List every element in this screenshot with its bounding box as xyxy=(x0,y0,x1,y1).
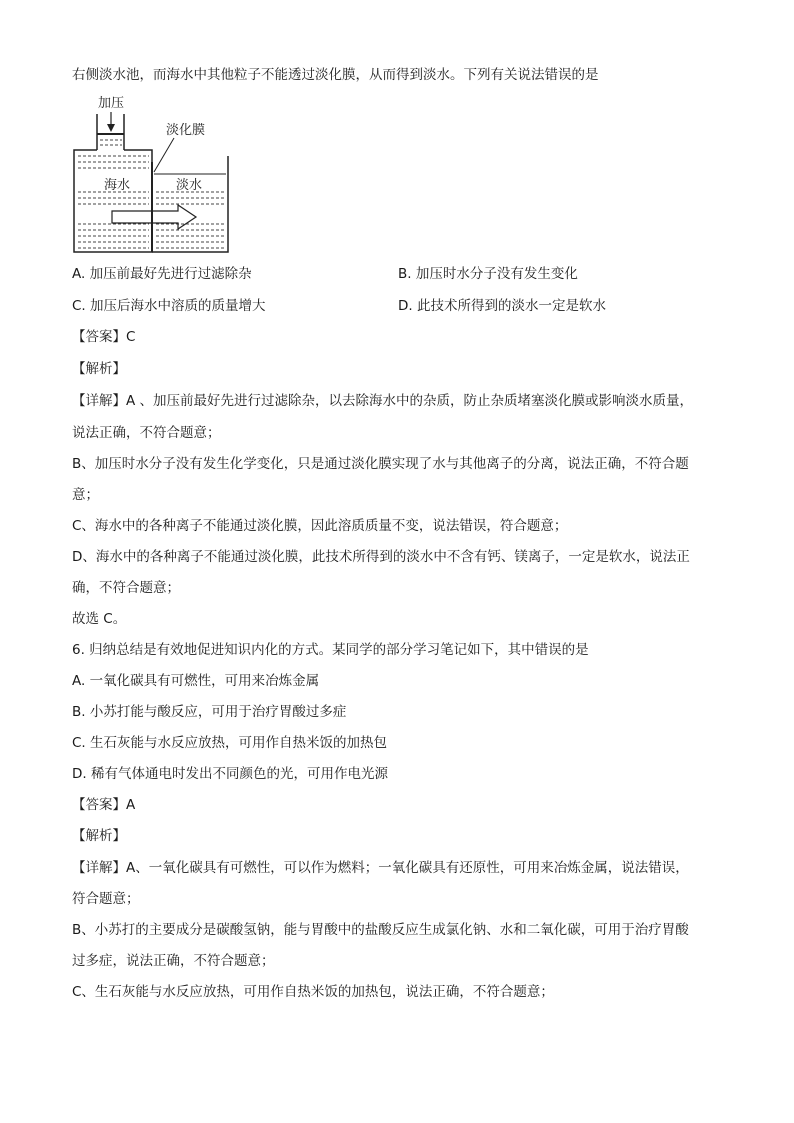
q6-stem: 6. 归纳总结是有效地促进知识内化的方式。某同学的部分学习笔记如下，其中错误的是 xyxy=(72,642,589,658)
flow-arrow xyxy=(112,205,196,229)
q6-option-b: B. 小苏打能与酸反应，可用于治疗胃酸过多症 xyxy=(72,704,347,720)
freshwater-label: 淡水 xyxy=(176,178,203,193)
q5-option-b: B. 加压时水分子没有发生变化 xyxy=(398,266,578,282)
membrane-pointer xyxy=(154,138,174,172)
q5-detail-line: 确，不符合题意； xyxy=(72,580,180,596)
q6-answer: 【答案】A xyxy=(72,797,136,813)
membrane-label: 淡化膜 xyxy=(166,123,206,138)
q6-detail-line: 【详解】A、一氧化碳具有可燃性，可以作为燃料；一氧化碳具有还原性，可用来冶炼金属，说法错误， xyxy=(72,860,689,876)
q5-analysis-tag: 【解析】 xyxy=(72,361,126,377)
q6-detail-line: 符合题意； xyxy=(72,891,140,907)
q5-detail-line: B、加压时水分子没有发生化学变化，只是通过淡化膜实现了水与其他离子的分离，说法正确，不符合题 xyxy=(72,456,689,472)
q5-detail-line: 【详解】A 、加压前最好先进行过滤除杂，以去除海水中的杂质，防止杂质堵塞淡化膜或影响淡水质量， xyxy=(72,393,694,409)
q5-option-d: D. 此技术所得到的淡水一定是软水 xyxy=(398,298,606,314)
q6-option-d: D. 稀有气体通电时发出不同颜色的光，可用作电光源 xyxy=(72,766,388,782)
q5-option-a: A. 加压前最好先进行过滤除杂 xyxy=(72,266,252,282)
q6-option-a: A. 一氧化碳具有可燃性，可用来冶炼金属 xyxy=(72,673,320,689)
q5-detail-line: C、海水中的各种离子不能通过淡化膜，因此溶质质量不变，说法错误，符合题意； xyxy=(72,518,568,534)
desalination-diagram xyxy=(68,92,238,260)
pressure-label: 加压 xyxy=(98,96,125,111)
q6-option-c: C. 生石灰能与水反应放热，可用作自热米饭的加热包 xyxy=(72,735,388,751)
pressure-arrowhead xyxy=(107,124,115,132)
q6-detail-line: 过多症，说法正确，不符合题意； xyxy=(72,953,275,969)
q6-detail-line: C、生石灰能与水反应放热，可用作自热米饭的加热包，说法正确，不符合题意； xyxy=(72,984,554,1000)
desalination-diagram-svg xyxy=(68,92,238,260)
q5-detail-line: 意； xyxy=(72,487,99,503)
q5-conclusion: 故选 C。 xyxy=(72,611,127,627)
q5-answer: 【答案】C xyxy=(72,329,136,345)
q6-analysis-tag: 【解析】 xyxy=(72,828,126,844)
q6-detail-line: B、小苏打的主要成分是碳酸氢钠，能与胃酸中的盐酸反应生成氯化钠、水和二氧化碳，可用于治疗胃酸 xyxy=(72,922,689,938)
q5-option-c: C. 加压后海水中溶质的质量增大 xyxy=(72,298,266,314)
q5-detail-line: 说法正确，不符合题意； xyxy=(72,425,221,441)
seawater-label: 海水 xyxy=(104,178,131,193)
q5-intro: 右侧淡水池，而海水中其他粒子不能透过淡化膜，从而得到淡水。下列有关说法错误的是 xyxy=(72,67,599,83)
seawater-tank xyxy=(74,150,152,252)
seawater-fill xyxy=(78,140,149,248)
q5-detail-line: D、海水中的各种离子不能通过淡化膜，此技术所得到的淡水中不含有钙、镁离子，一定是软水，说法正 xyxy=(72,549,690,565)
